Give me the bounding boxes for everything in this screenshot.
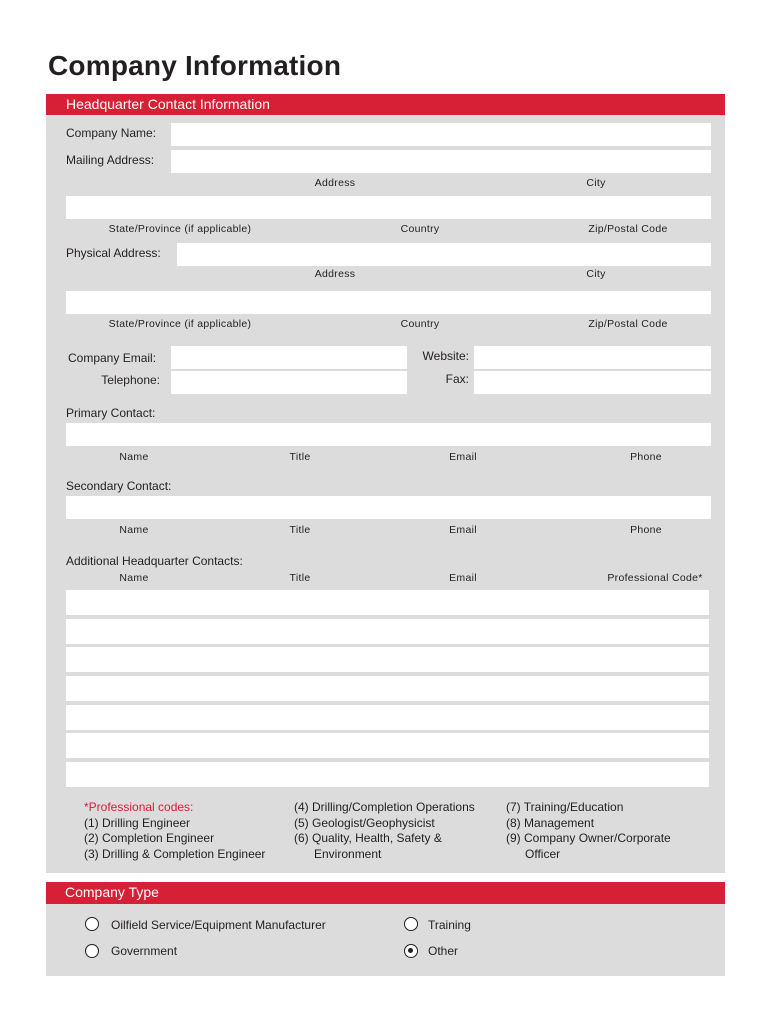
physical-zip-sublabel: Zip/Postal Code bbox=[588, 318, 668, 330]
code-5: (5) Geologist/Geophysicist bbox=[294, 815, 435, 830]
code-2: (2) Completion Engineer bbox=[84, 831, 215, 845]
mailing-address-sublabel: Address bbox=[314, 177, 356, 189]
company-type-header: Company Type bbox=[46, 882, 725, 904]
fax-field[interactable] bbox=[474, 371, 711, 394]
option-other-label: Other bbox=[428, 944, 459, 958]
primary-contact-field[interactable] bbox=[66, 423, 711, 446]
professional-codes-col1 bbox=[84, 800, 265, 862]
additional-contact-row-3[interactable] bbox=[66, 647, 709, 672]
radio-training[interactable] bbox=[404, 917, 418, 931]
professional-codes-heading: *Professional codes: bbox=[84, 800, 194, 814]
company-name-label: Company Name: bbox=[66, 126, 157, 140]
fax-label: Fax: bbox=[445, 372, 469, 386]
additional-contact-row-7[interactable] bbox=[66, 762, 709, 787]
hq-section-header: Headquarter Contact Information bbox=[46, 94, 725, 115]
additional-email-sublabel: Email bbox=[449, 572, 477, 584]
code-9-cont: Officer bbox=[525, 846, 561, 861]
primary-contact-label: Primary Contact: bbox=[66, 406, 156, 420]
secondary-contact-field[interactable] bbox=[66, 496, 711, 519]
option-oilfield-service-label: Oilfield Service/Equipment Manufacturer bbox=[111, 918, 326, 932]
website-field[interactable] bbox=[474, 346, 711, 369]
radio-oilfield-service[interactable] bbox=[85, 917, 99, 931]
primary-title-sublabel: Title bbox=[289, 451, 311, 463]
primary-phone-sublabel: Phone bbox=[630, 451, 662, 463]
code-6-cont: Environment bbox=[314, 846, 382, 861]
additional-contact-row-5[interactable] bbox=[66, 705, 709, 730]
company-email-label: Company Email: bbox=[68, 351, 157, 365]
additional-contact-row-2[interactable] bbox=[66, 619, 709, 644]
additional-contact-row-4[interactable] bbox=[66, 676, 709, 701]
additional-contacts-label: Additional Headquarter Contacts: bbox=[66, 554, 243, 568]
radio-other[interactable] bbox=[404, 944, 418, 958]
company-email-field[interactable] bbox=[171, 346, 407, 369]
option-training-label: Training bbox=[428, 918, 471, 932]
mailing-zip-sublabel: Zip/Postal Code bbox=[588, 223, 668, 235]
physical-country-sublabel: Country bbox=[400, 318, 440, 330]
primary-name-sublabel: Name bbox=[119, 451, 149, 463]
physical-city-sublabel: City bbox=[586, 268, 606, 280]
primary-email-sublabel: Email bbox=[449, 451, 477, 463]
physical-state-sublabel: State/Province (if applicable) bbox=[108, 318, 252, 330]
code-9: (9) Company Owner/Corporate bbox=[506, 831, 671, 845]
secondary-name-sublabel: Name bbox=[119, 524, 149, 536]
secondary-email-sublabel: Email bbox=[449, 524, 477, 536]
professional-codes-col3 bbox=[506, 800, 671, 862]
website-label: Website: bbox=[422, 349, 469, 363]
code-4: (4) Drilling/Completion Operations bbox=[294, 800, 475, 814]
telephone-field[interactable] bbox=[171, 371, 407, 394]
additional-name-sublabel: Name bbox=[119, 572, 149, 584]
secondary-phone-sublabel: Phone bbox=[630, 524, 662, 536]
additional-contact-row-6[interactable] bbox=[66, 733, 709, 758]
code-6: (6) Quality, Health, Safety & bbox=[294, 831, 442, 845]
code-1: (1) Drilling Engineer bbox=[84, 815, 191, 830]
mailing-address-line1-field[interactable] bbox=[171, 150, 711, 173]
radio-government[interactable] bbox=[85, 944, 99, 958]
mailing-country-sublabel: Country bbox=[400, 223, 440, 235]
telephone-label: Telephone: bbox=[101, 373, 160, 387]
code-3: (3) Drilling & Completion Engineer bbox=[84, 846, 266, 861]
physical-address-line1-field[interactable] bbox=[177, 243, 711, 266]
mailing-address-label: Mailing Address: bbox=[66, 153, 155, 167]
physical-address-sublabel: Address bbox=[314, 268, 356, 280]
option-government-label: Government bbox=[111, 944, 178, 958]
additional-contact-row-1[interactable] bbox=[66, 590, 709, 615]
mailing-state-sublabel: State/Province (if applicable) bbox=[108, 223, 252, 235]
secondary-contact-label: Secondary Contact: bbox=[66, 479, 172, 493]
company-name-field[interactable] bbox=[171, 123, 711, 146]
code-7: (7) Training/Education bbox=[506, 800, 624, 814]
mailing-address-line2-field[interactable] bbox=[66, 196, 711, 219]
professional-codes-col2 bbox=[294, 800, 475, 862]
physical-address-label: Physical Address: bbox=[66, 246, 161, 260]
physical-address-line2-field[interactable] bbox=[66, 291, 711, 314]
additional-code-sublabel: Professional Code* bbox=[607, 572, 703, 584]
code-8: (8) Management bbox=[506, 815, 595, 830]
radio-other-selected-dot bbox=[408, 948, 413, 953]
mailing-city-sublabel: City bbox=[586, 177, 606, 189]
page-title: Company Information bbox=[48, 50, 342, 81]
secondary-title-sublabel: Title bbox=[289, 524, 311, 536]
additional-title-sublabel: Title bbox=[289, 572, 311, 584]
